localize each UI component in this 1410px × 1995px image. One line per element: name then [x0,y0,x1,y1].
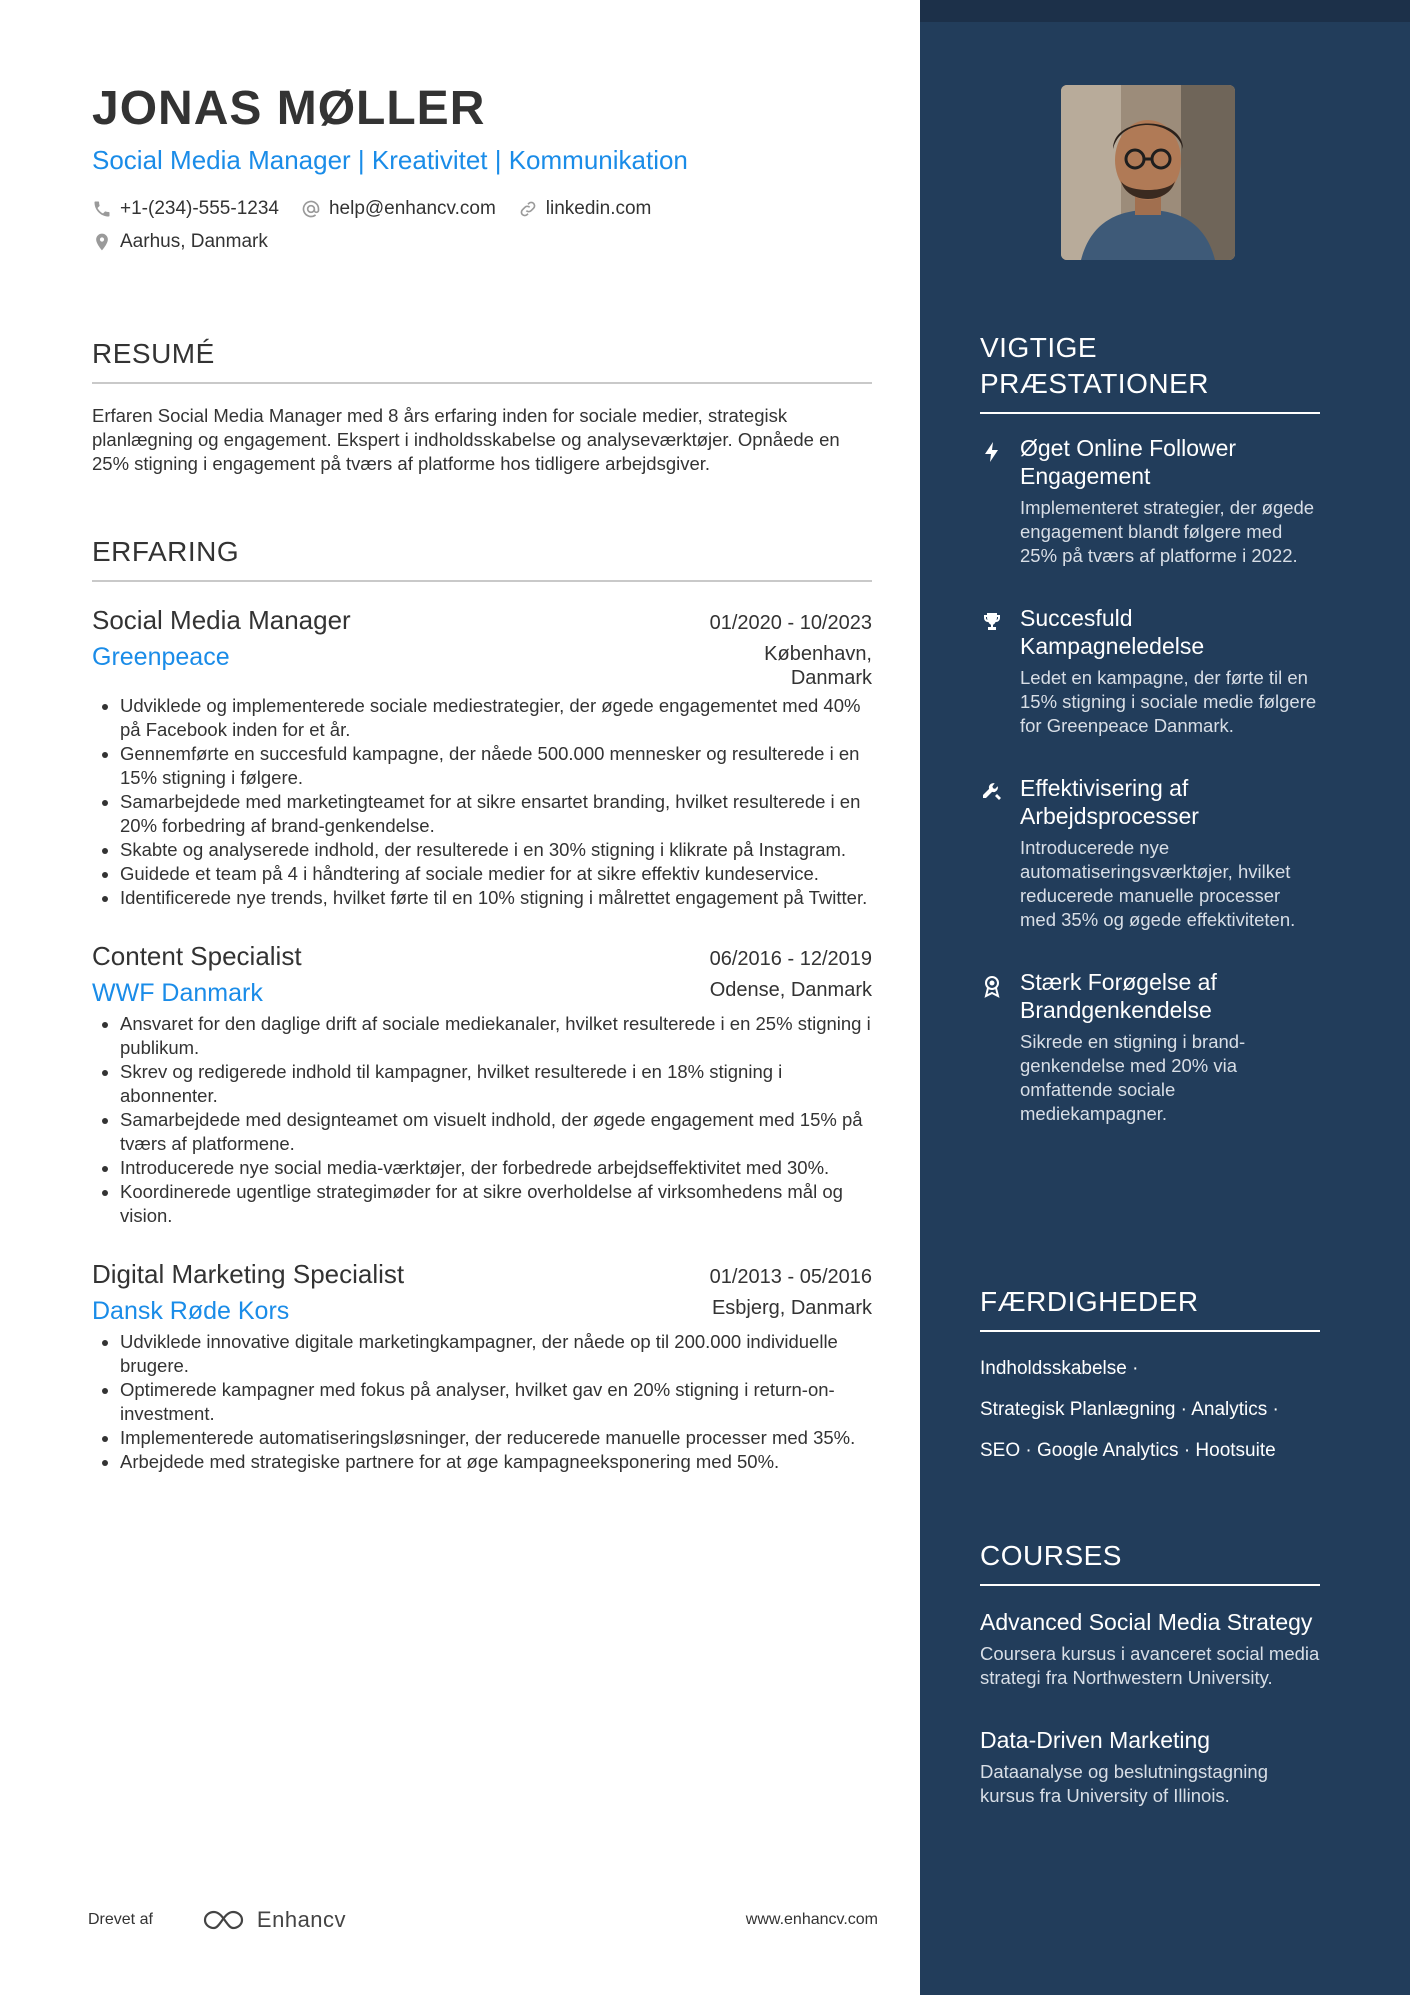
profile-photo [1061,85,1235,260]
achievement-title: Stærk Forøgelse af Brandgenkendelse [1020,969,1217,1023]
bullet-item: • Koordinerede ugentlige strategimøder for at sikre overholdelse af virksomhedens mål og vision. [120,1180,872,1228]
achievement-desc: Introducerede nye automatiseringsværktøjer, hvilket reducerede manuelle processer med 35% og øgede effektiviteten. [1020,837,1296,930]
bullet-item: • Guidede et team på 4 i håndtering af sociale medier for at sikre effektiv kundeservice. [120,862,872,886]
location-pin-icon [92,232,112,252]
sidebar-top-bar [920,0,1410,22]
candidate-name: JONAS MØLLER [92,82,486,135]
job-bullets [92,694,872,910]
skills-list [980,1348,1320,1471]
trophy-icon [980,610,1004,634]
achievement-title: Succesfuld Kampagneledelse [1020,605,1205,659]
bullet-item: • Implementerede automatiseringsløsninger, der reducerede manuelle processer med 35%. [120,1426,872,1450]
contact-phone[interactable] [92,192,279,225]
skill-line: SEO · Google Analytics · Hootsuite [980,1440,1276,1461]
award-icon [980,974,1004,998]
contact-location [92,225,268,258]
bullet-item: • Samarbejdede med marketingteamet for at sikre ensartet branding, hvilket resulterede i en 20% forbedring af brand-genkendelse. [120,790,872,838]
email-text: help@enhancv.com [328,197,496,219]
headline: Social Media Manager | Kreativitet | Kommunikation [92,145,688,175]
summary-section [92,336,872,476]
bullet-item: • Skrev og redigerede indhold til kampagner, hvilket resulterede i en 18% stigning i abonnenter. [120,1060,872,1108]
course-title: Advanced Social Media Strategy [980,1609,1313,1635]
bullet-item: • Identificerede nye trends, hvilket førte til en 10% stigning i målrettet engagement på Twitter. [120,886,872,910]
company-name: Greenpeace [92,643,230,671]
bullet-item: • Skabte og analyserede indhold, der resulterede i en 30% stigning i klikrate på Instagram. [120,838,872,862]
website-link[interactable]: www.enhancv.com [745,1911,878,1928]
job-title: Content Specialist [92,941,302,971]
skills-title: FÆRDIGHEDER [980,1284,1320,1332]
job-dates: 06/2016 - 12/2019 [709,948,872,970]
course-desc: Coursera kursus i avanceret social media strategi fra Northwestern University. [980,1643,1320,1688]
achievement-item [980,604,1320,738]
job-entry [92,940,872,1228]
bullet-item: • Udviklede og implementerede sociale mediestrategier, der øgede engagementet med 40% på Facebook inden for et år. [120,694,872,742]
course-item [980,1726,1320,1808]
footer [88,1905,878,1935]
company-name: WWF Danmark [92,979,263,1007]
bullet-item: • Gennemførte en succesfuld kampagne, der nåede 500.000 mennesker og resulterede i en 15% stigning i følgere. [120,742,872,790]
job-title: Digital Marketing Specialist [92,1259,405,1289]
job-bullets [92,1330,872,1474]
job-dates: 01/2020 - 10/2023 [709,612,872,634]
company-name: Dansk Røde Kors [92,1297,290,1325]
link-icon [518,199,538,219]
achievement-item [980,434,1320,568]
at-icon [301,199,321,219]
achievement-desc: Ledet en kampagne, der førte til en 15% stigning i sociale medie følgere for Greenpeace Danmark. [1020,667,1317,736]
courses-title: COURSES [980,1538,1320,1586]
courses-section [980,1538,1320,1808]
achievement-item [980,968,1320,1126]
bullet-item: • Optimerede kampagner med fokus på analyser, hvilket gav en 20% stigning i return-on-investment. [120,1378,872,1426]
course-title: Data-Driven Marketing [980,1727,1211,1753]
sidebar [920,0,1410,1995]
job-title: Social Media Manager [92,605,351,635]
achievements-title: VIGTIGE PRÆSTATIONER [980,330,1320,414]
job-location: København, Danmark [764,643,872,689]
summary-title: RESUMÉ [92,336,872,384]
achievement-item [980,774,1320,932]
bullet-item: • Samarbejdede med designteamet om visuelt indhold, der øgede engagement med 15% på tværs af platformene. [120,1108,872,1156]
location-text: Aarhus, Danmark [120,230,268,252]
skill-line: Indholdsskabelse · [980,1358,1139,1379]
bullet-item: • Ansvaret for den daglige drift af sociale mediekanaler, hvilket resulterede i en 25% stigning i publikum. [120,1012,872,1060]
phone-text: +1-(234)-555-1234 [120,197,279,219]
enhancv-logo[interactable] [201,1907,346,1933]
course-item [980,1608,1320,1690]
contact-info [92,192,872,258]
achievement-title: Øget Online Follower Engagement [1020,435,1237,489]
powered-by-label: Drevet af [88,1911,153,1928]
job-bullets [92,1012,872,1228]
experience-title: ERFARING [92,534,872,582]
bullet-item: • Udviklede innovative digitale marketingkampagner, der nåede op til 200.000 individuelle brugere. [120,1330,872,1378]
achievement-desc: Sikrede en stigning i brand-genkendelse med 20% via omfattende sociale mediekampagner. [1020,1031,1246,1124]
bullet-item: • Introducerede nye social media-værktøjer, der forbedrede arbejdseffektivitet med 30%. [120,1156,872,1180]
contact-email[interactable] [301,192,496,225]
linkedin-text: linkedin.com [545,197,652,219]
bolt-icon [980,440,1004,464]
job-location: Odense, Danmark [709,979,872,1001]
achievement-desc: Implementeret strategier, der øgede engagement blandt følgere med 25% på tværs af platforme i 2022. [1020,497,1315,566]
phone-icon [92,199,112,219]
skill-line: Strategisk Planlægning · Analytics · [980,1399,1279,1420]
job-location: Esbjerg, Danmark [711,1297,872,1319]
infinity-logo-icon [201,1907,249,1933]
summary-text: Erfaren Social Media Manager med 8 års erfaring inden for sociale medier, strategisk planlægning og engagement. Ekspert i indholdsskabelse og analyseværktøjer. Opnåede en 25% stigning i engagement på tværs af platforme hos tidligere arbejdsgiver. [92,405,840,474]
bullet-item: • Arbejdede med strategiske partnere for at øge kampagneeksponering med 50%. [120,1450,872,1474]
skills-section [980,1284,1320,1471]
achievements-section [980,330,1320,1126]
job-entry [92,1258,872,1474]
tools-icon [980,780,1004,804]
contact-linkedin[interactable] [518,192,652,225]
main-column [92,80,872,1474]
logo-text: Enhancv [256,1907,347,1932]
achievement-title: Effektivisering af Arbejdsprocesser [1020,775,1199,829]
experience-section [92,534,872,1474]
profile-photo-illustration [1061,85,1235,260]
job-entry [92,604,872,910]
course-desc: Dataanalyse og beslutningstagning kursus fra University of Illinois. [980,1761,1268,1806]
job-dates: 01/2013 - 05/2016 [709,1266,872,1288]
